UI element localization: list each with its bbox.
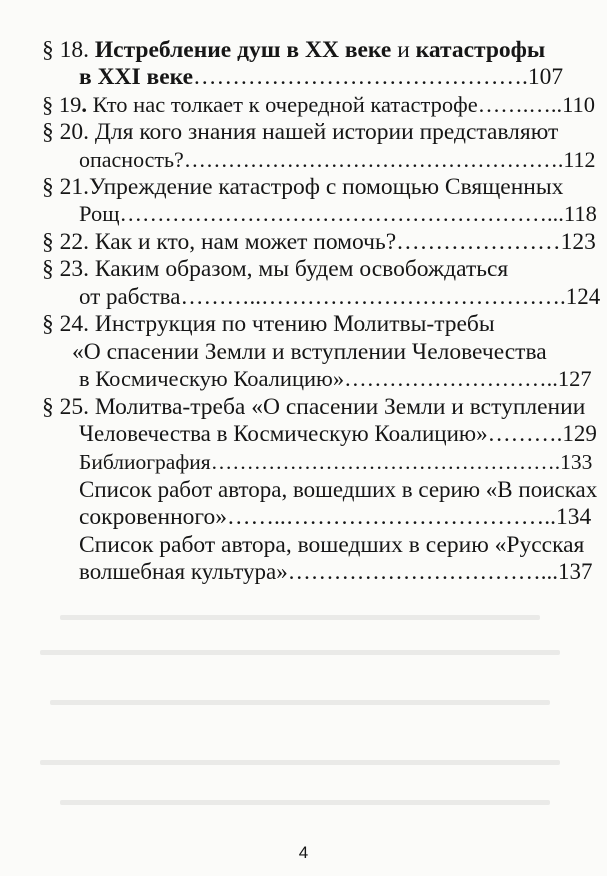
- section-title: Список работ автора, вошедших в серию «Русская: [79, 532, 585, 558]
- leader-dots: ……….: [487, 421, 563, 446]
- section-number-dot: .: [81, 92, 87, 117]
- toc-entry-25-line2: [79, 420, 597, 448]
- toc-entry-works2-line1: [79, 531, 584, 559]
- section-title-bold: в XXI веке: [79, 64, 194, 90]
- section-title: § 25. Молитва-треба «О спасении Земли и вступлении: [42, 394, 586, 420]
- leader-dots: ……………………………...: [287, 559, 558, 584]
- section-title: Библиография: [79, 450, 211, 474]
- leader-dots: …………………………………….: [193, 64, 528, 90]
- toc-entry-24-line1: [42, 310, 495, 338]
- leader-dots: …….…..: [477, 92, 563, 117]
- section-title: § 24. Инструкция по чтению Молитвы-требы: [42, 311, 495, 337]
- toc-entry-21-line1: [42, 173, 563, 201]
- section-title: опасность?: [79, 147, 184, 172]
- toc-entry-works1-line2: [79, 503, 591, 531]
- page-number: 4: [298, 843, 309, 862]
- toc-entry-works1-line1: [79, 476, 597, 504]
- section-title: в Космическую Коалицию»: [79, 366, 345, 391]
- leader-dots: ………………………………………….: [210, 450, 561, 474]
- toc-entry-works2-line2: [79, 558, 592, 586]
- toc-entry-19: [42, 91, 595, 119]
- section-title: от рабства: [79, 284, 181, 309]
- page-ref: 112: [563, 147, 596, 172]
- bleed-through-mark: [60, 800, 550, 805]
- toc-entry-20-line1: [42, 118, 558, 146]
- section-title: § 21.Упреждение катастроф с помощью Священных: [42, 174, 564, 200]
- section-title: сокровенного»: [79, 504, 227, 530]
- toc-entry-18-line1: [42, 36, 545, 64]
- toc-entry-bibliography: [79, 448, 592, 476]
- section-title: § 23. Каким образом, мы будем освобождаться: [42, 256, 509, 282]
- toc-entry-22: [42, 228, 596, 256]
- toc-entry-24-line2: [72, 338, 547, 366]
- leader-dots: …………………: [396, 229, 561, 255]
- leader-dots: ……..……………………………..: [226, 504, 556, 530]
- section-title: волшебная культура»: [79, 559, 288, 584]
- section-title: § 22. Как и кто, нам может помочь?: [42, 229, 397, 255]
- page-ref: 110: [562, 92, 595, 117]
- section-title: Кто нас толкает к очередной катастрофе: [87, 92, 478, 117]
- page-ref: 118: [563, 201, 597, 226]
- page-ref: 107: [527, 64, 564, 90]
- section-title-bold: Истребление душ в XX веке: [94, 37, 392, 63]
- leader-dots: ………..………………………………….: [180, 284, 566, 309]
- toc-entry-25-line1: [42, 393, 585, 421]
- page-ref: 127: [557, 366, 592, 391]
- section-title-connector: и: [391, 37, 416, 63]
- bleed-through-mark: [60, 615, 540, 620]
- bleed-through-mark: [40, 760, 560, 765]
- section-title: Список работ автора, вошедших в серию «В поисках: [79, 477, 598, 502]
- toc-entry-24-line3: [79, 365, 592, 393]
- page-ref: 137: [557, 559, 593, 584]
- page-ref: 134: [555, 504, 592, 530]
- toc-entry-21-line2: [79, 200, 597, 228]
- toc-entry-20-line2: [79, 146, 596, 174]
- section-number: § 18.: [42, 37, 89, 63]
- leader-dots: …………………………………………………...: [119, 201, 564, 226]
- toc-entry-23-line1: [42, 255, 508, 283]
- section-title: § 20. Для кого знания нашей истории представляют: [42, 119, 559, 145]
- section-title: Рощ: [79, 201, 120, 226]
- bleed-through-mark: [50, 700, 550, 705]
- section-title: Человечества в Космическую Коалицию»: [79, 421, 488, 446]
- page-ref: 129: [562, 421, 597, 446]
- bleed-through-mark: [40, 650, 560, 655]
- section-title-bold: катастрофы: [415, 37, 546, 63]
- section-number: § 19: [42, 92, 82, 117]
- page-ref: 123: [560, 229, 596, 255]
- page-ref: 133: [560, 450, 593, 474]
- toc-entry-23-line2: [79, 283, 600, 311]
- section-title: «О спасении Земли и вступлении Человечества: [72, 339, 547, 365]
- toc-entry-18-line2: [79, 63, 563, 91]
- leader-dots: …………………………………………….: [183, 147, 564, 172]
- leader-dots: ………………………..: [344, 366, 558, 391]
- page-ref: 124: [565, 284, 601, 309]
